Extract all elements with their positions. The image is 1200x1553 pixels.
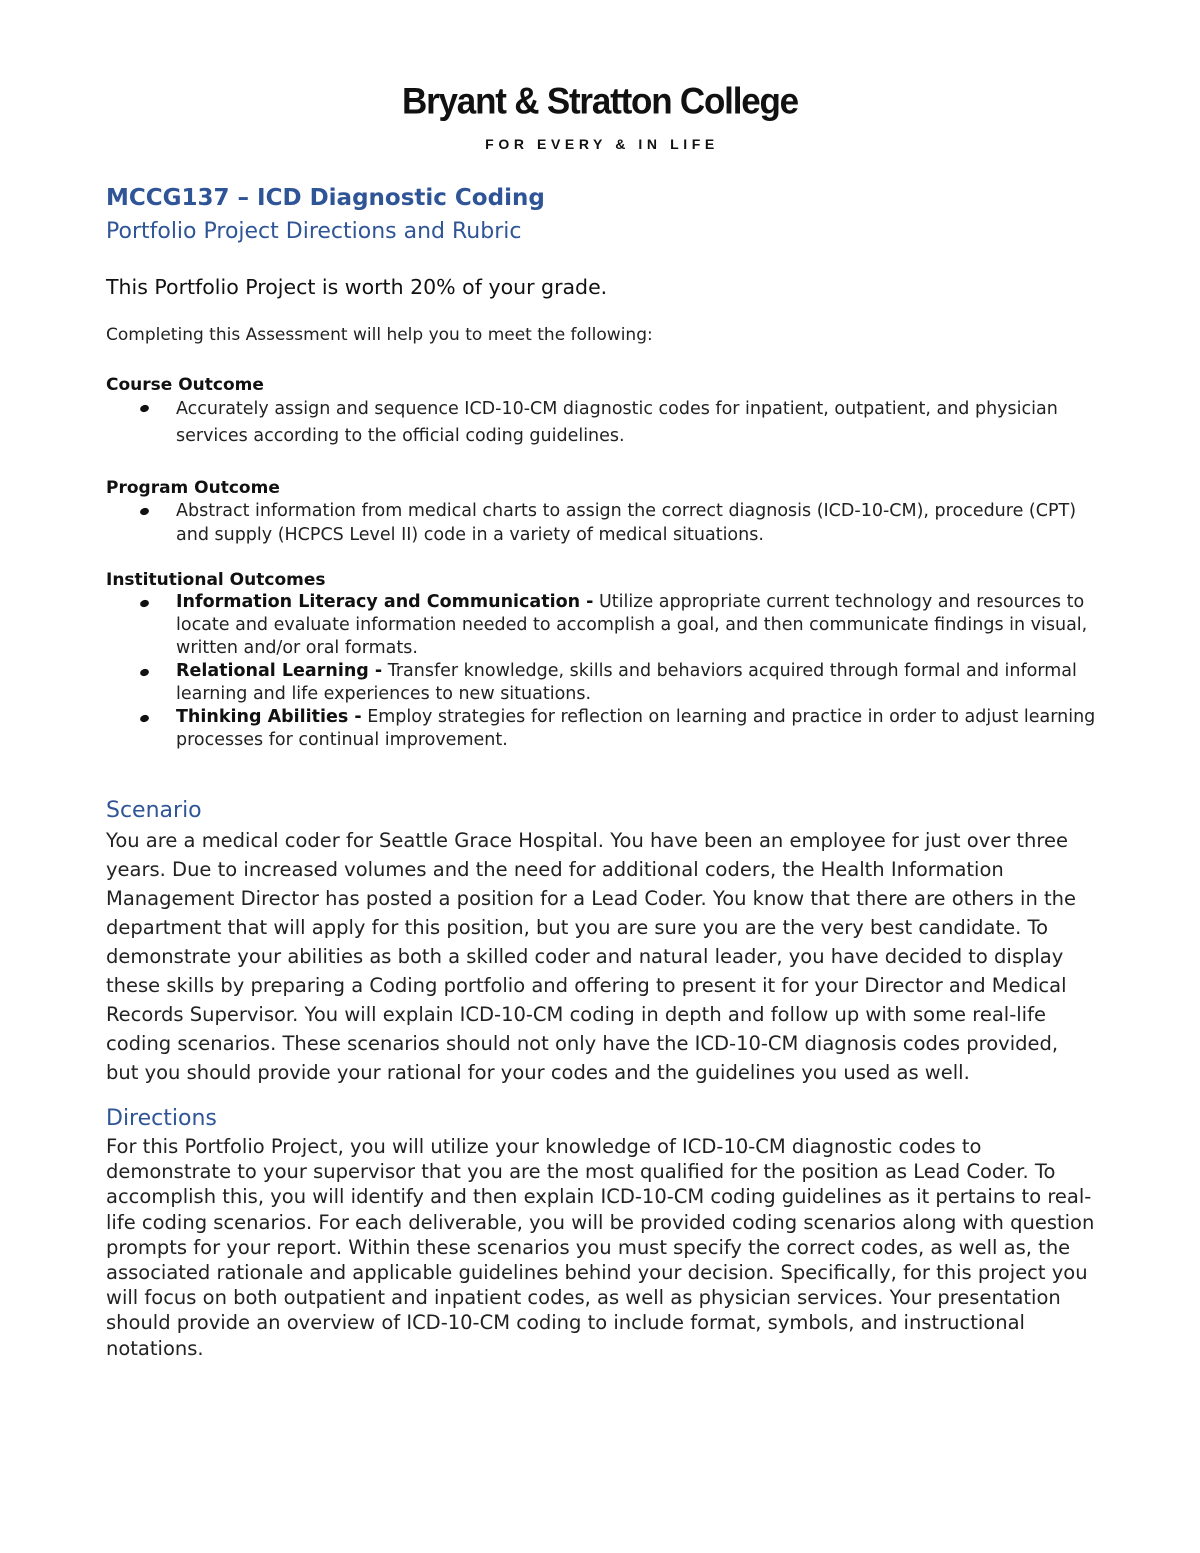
logo-tagline: FOR EVERY & IN LIFE — [485, 136, 719, 152]
course-title: MCCG137 – ICD Diagnostic Coding — [106, 185, 545, 211]
program-outcome-section — [106, 477, 1096, 547]
list-item-text: Accurately assign and sequence ICD-10-CM diagnostic codes for inpatient, outpatient, and physician services according to the official coding guidelines. — [176, 399, 1058, 446]
list-item — [106, 499, 1096, 547]
course-outcome-heading: Course Outcome — [106, 375, 264, 395]
outcome-title: Relational Learning - — [176, 661, 383, 681]
list-item — [106, 591, 1096, 660]
list-item — [106, 706, 1096, 752]
bullet-icon — [139, 507, 150, 517]
bullet-icon — [139, 668, 150, 678]
bullet-icon — [139, 714, 150, 724]
bullet-icon — [139, 404, 150, 414]
college-logo — [0, 82, 1200, 152]
outcome-text: Transfer knowledge, skills and behaviors acquired through formal and informal learning and life experiences to new situations. — [176, 661, 1077, 704]
course-outcome-section — [106, 374, 1096, 450]
outcome-text: Employ strategies for reflection on learning and practice in order to adjust learning processes for continual improvement. — [176, 707, 1096, 750]
scenario-text: You are a medical coder for Seattle Grace Hospital. You have been an employee for just over three years. Due to increased volumes and the need for additional coders, the Health Information Management Director has posted a position for a Lead Coder. You know that there are others in the department that will apply for this position, but you are sure you are the very best candidate. To demonstrate your abilities as both a skilled coder and natural leader, you have decided to display these skills by preparing a Coding portfolio and offering to present it for your Director and Medical Records Supervisor. You will explain ICD-10-CM coding in depth and follow up with some real-life coding scenarios. These scenarios should not only have the ICD-10-CM diagnosis codes provided, but you should provide your rational for your codes and the guidelines you used as well. — [106, 829, 1077, 1084]
institutional-outcomes-section — [106, 569, 1096, 752]
logo-name: Bryant & Stratton College — [402, 81, 798, 122]
outcome-title: Thinking Abilities - — [176, 707, 362, 727]
outcome-title: Information Literacy and Communication - — [176, 592, 594, 612]
grade-weight-statement: This Portfolio Project is worth 20% of your grade. — [106, 275, 608, 299]
scenario-heading: Scenario — [106, 798, 202, 823]
program-outcome-list — [106, 499, 1096, 547]
document-content — [106, 182, 1096, 1361]
list-item-text: Abstract information from medical charts to assign the correct diagnosis (ICD-10-CM), procedure (CPT) and supply (HCPCS Level II) code in a variety of medical situations. — [176, 501, 1077, 545]
intro-text: Completing this Assessment will help you to meet the following: — [106, 325, 653, 345]
institutional-outcomes-heading: Institutional Outcomes — [106, 570, 326, 590]
program-outcome-heading: Program Outcome — [106, 478, 280, 498]
list-item — [106, 660, 1096, 706]
institutional-outcomes-list — [106, 591, 1096, 752]
directions-text: For this Portfolio Project, you will utilize your knowledge of ICD-10-CM diagnostic codes to demonstrate to your supervisor that you are the most qualified for the position as Lead Coder. To accomplish this, you will identify and then explain ICD-10-CM coding guidelines as it pertains to real-life coding scenarios. For each deliverable, you will be provided coding scenarios along with question prompts for your report. Within these scenarios you must specify the correct codes, as well as, the associated rationale and applicable guidelines behind your decision. Specifically, for this project you will focus on both outpatient and inpatient codes, as well as physician services. Your presentation should provide an overview of ICD-10-CM coding to include format, symbols, and instructional notations. — [106, 1135, 1095, 1360]
course-outcome-list — [106, 396, 1096, 450]
directions-heading: Directions — [106, 1106, 217, 1131]
bullet-icon — [139, 599, 150, 609]
outcome-text: Utilize appropriate current technology and resources to locate and evaluate information needed to accomplish a goal, and then communicate findings in visual, written and/or oral formats. — [176, 592, 1088, 658]
document-subtitle: Portfolio Project Directions and Rubric — [106, 219, 522, 244]
list-item — [106, 396, 1096, 450]
